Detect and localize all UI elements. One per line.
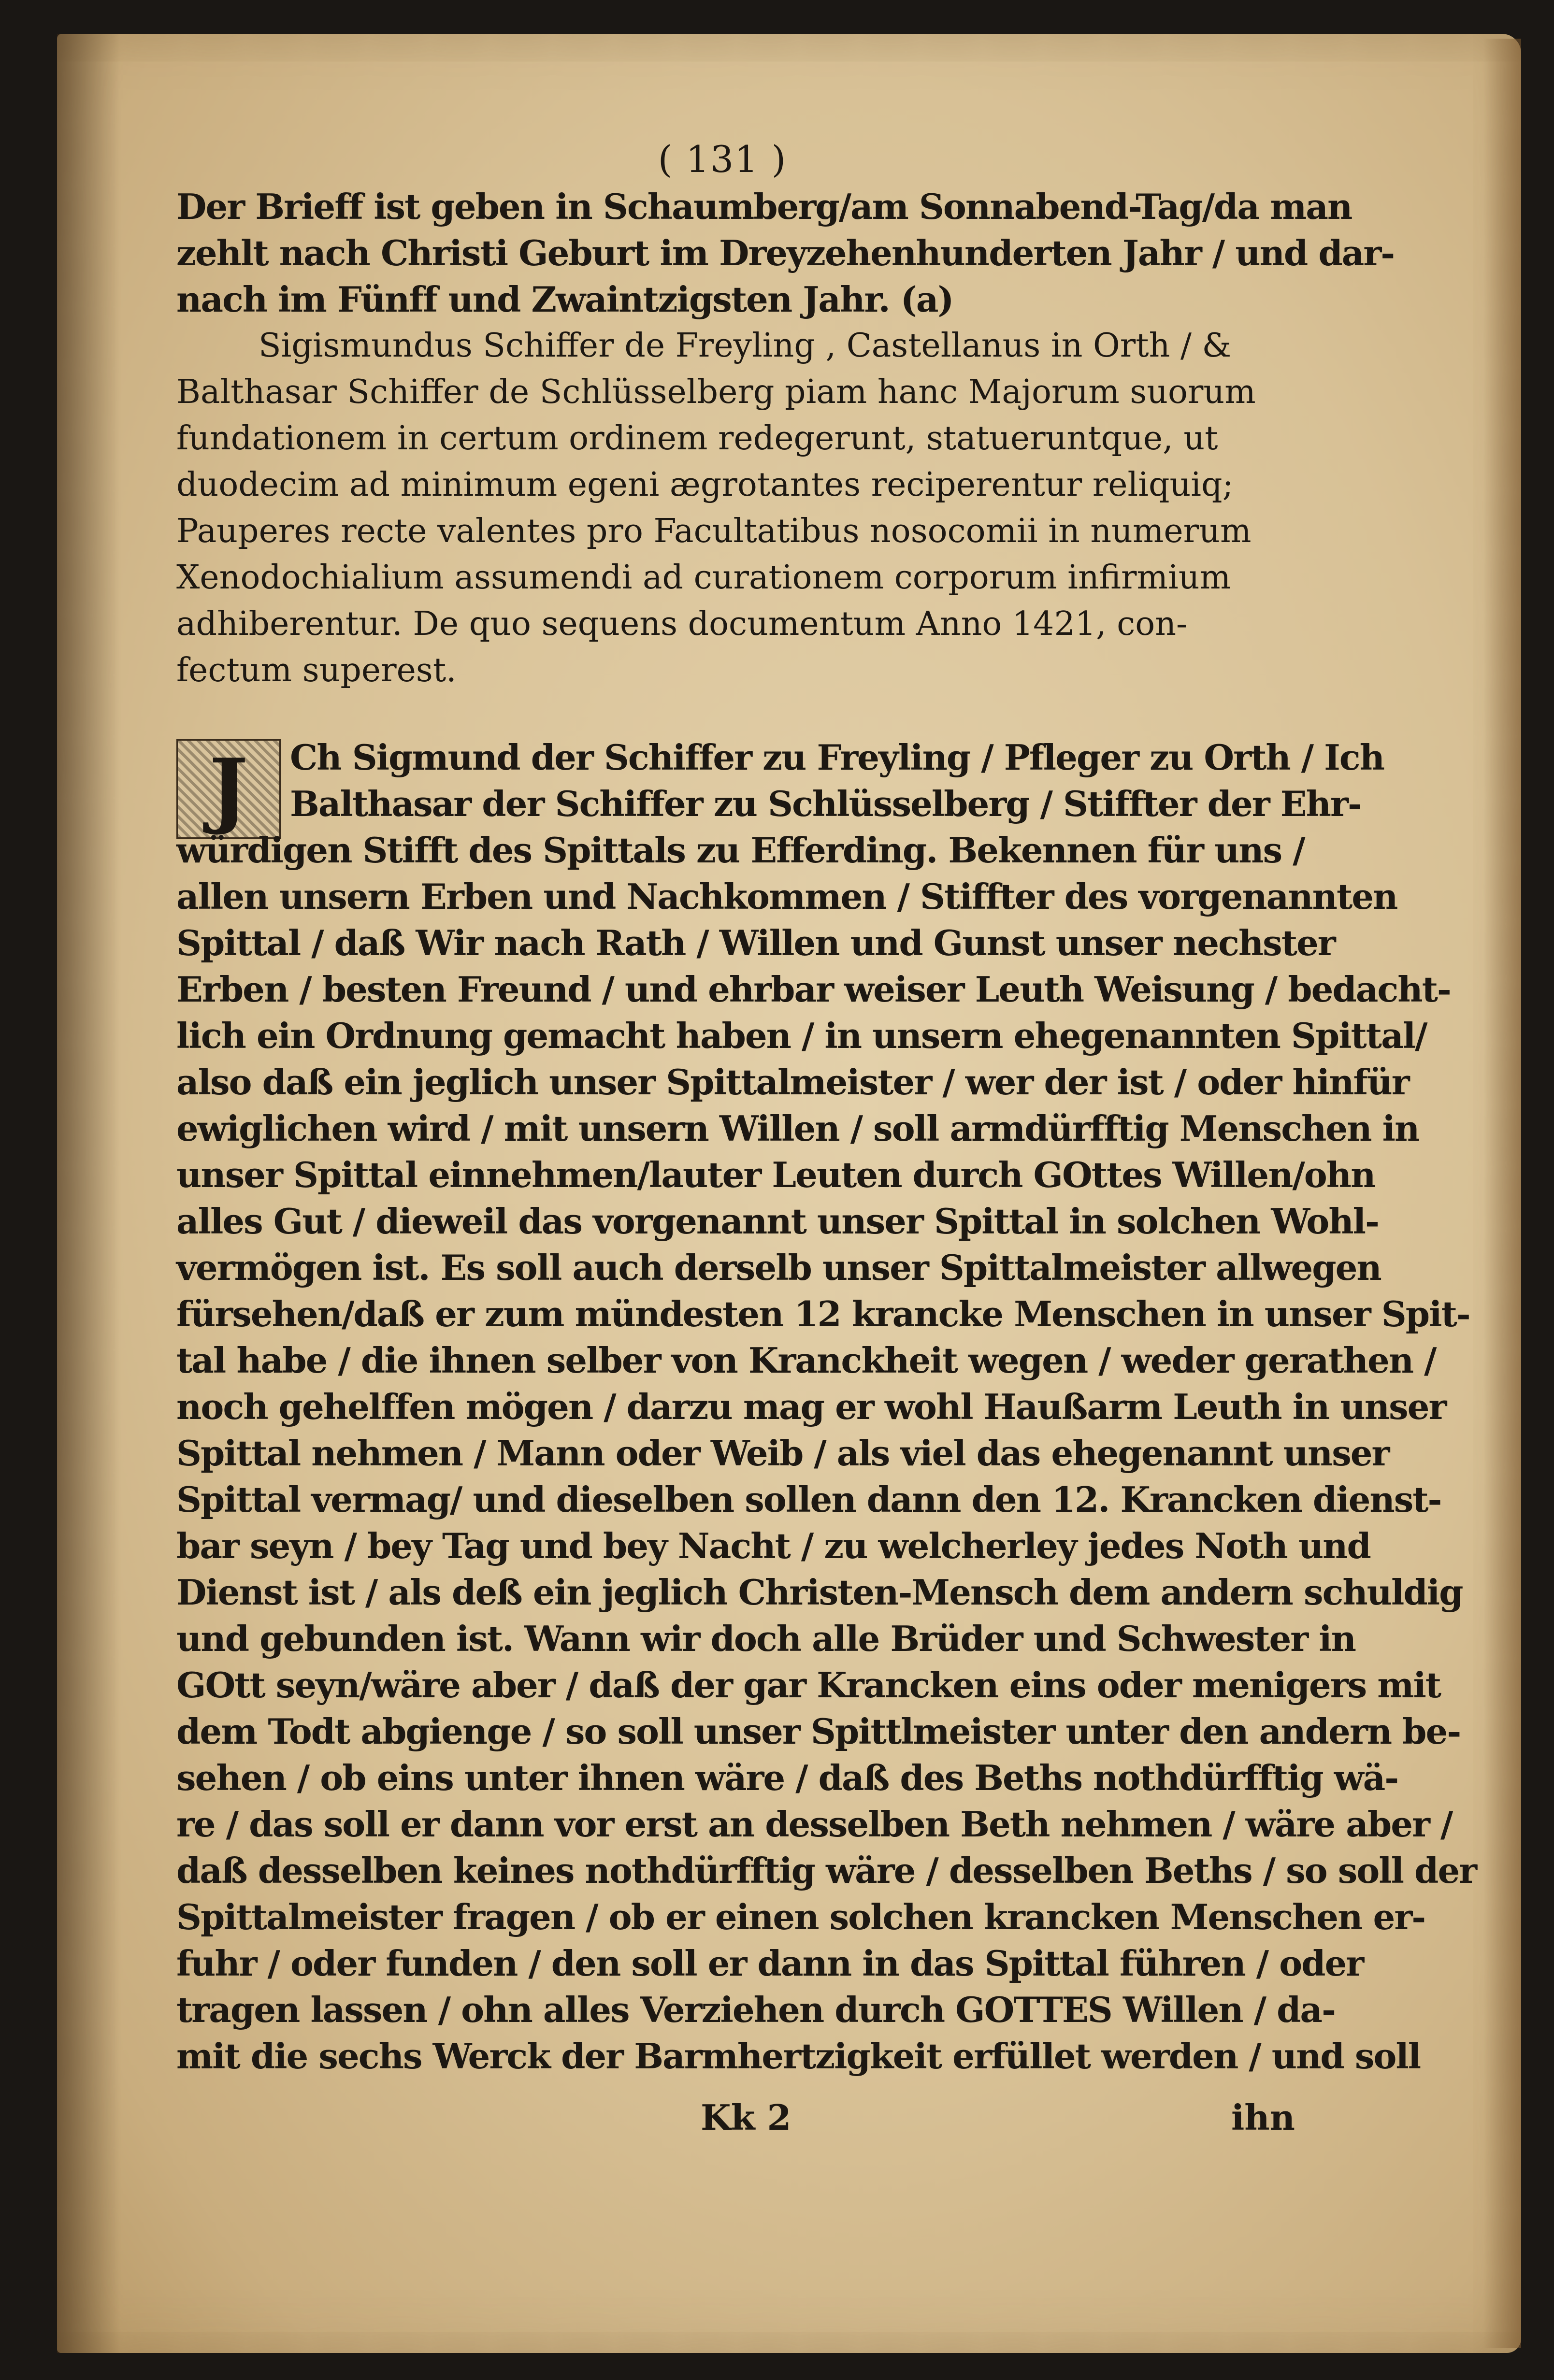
intro-line: nach im Fünff und Zwaintzigsten Jahr. (a) [176, 279, 953, 320]
document-line: sehen / ob eins unter ihnen wäre / daß des Beths nothdürfftig wä- [176, 1757, 1398, 1798]
latin-line: fundationem in certum ordinem redegerunt, statueruntque, ut [176, 419, 1218, 458]
document-line: GOtt seyn/wäre aber / daß der gar Krancken eins oder menigers mit [176, 1664, 1441, 1706]
document-line: dem Todt abgienge / so soll unser Spittlmeister unter den andern be- [176, 1711, 1461, 1752]
document-line: vermögen ist. Es soll auch derselb unser Spittalmeister allwegen [176, 1247, 1381, 1288]
document-line: lich ein Ordnung gemacht haben / in unsern ehegenannten Spittal/ [176, 1015, 1427, 1056]
page-edge [1483, 39, 1521, 2348]
document-line: daß desselben keines nothdürfftig wäre / desselben Beths / so soll der [176, 1850, 1477, 1891]
document-line: allen unsern Erben und Nachkommen / Stiffter des vorgenannten [176, 876, 1397, 917]
decorated-initial: J [176, 739, 281, 839]
latin-line: Balthasar Schiffer de Schlüsselberg piam hanc Majorum suorum [176, 373, 1256, 411]
document-line: und gebunden ist. Wann wir doch alle Brüder und Schwester in [176, 1618, 1356, 1659]
document-line: fuhr / oder funden / den soll er dann in das Spittal führen / oder [176, 1943, 1364, 1984]
latin-line: duodecim ad minimum egeni ægrotantes reciperentur reliquiq; [176, 466, 1234, 504]
document-line: Balthasar der Schiffer zu Schlüsselberg / Stiffter der Ehr- [290, 783, 1361, 824]
document-line: Spittal vermag/ und dieselben sollen dann den 12. Krancken dienst- [176, 1479, 1441, 1520]
document-line: tal habe / die ihnen selber von Kranckheit wegen / weder gerathen / [176, 1340, 1436, 1381]
intro-text-block [176, 184, 1395, 694]
catchword: ihn [1231, 2097, 1295, 2138]
document-line: tragen lassen / ohn alles Verziehen durch GOTTES Willen / da- [176, 1989, 1335, 2030]
page-gutter-shadow [57, 34, 120, 2353]
document-line: Ch Sigmund der Schiffer zu Freyling / Pfleger zu Orth / Ich [290, 737, 1384, 778]
latin-line: Xenodochialium assumendi ad curationem corporum infirmium [176, 559, 1231, 597]
document-line: ewiglichen wird / mit unsern Willen / soll armdürfftig Menschen in [176, 1108, 1419, 1149]
document-line: noch gehelffen mögen / darzu mag er wohl Haußarm Leuth in unser [176, 1386, 1446, 1427]
intro-line: zehlt nach Christi Geburt im Dreyzehenhunderten Jahr / und dar- [176, 232, 1395, 273]
document-line: alles Gut / dieweil das vorgenannt unser Spittal in solchen Wohl- [176, 1201, 1379, 1242]
document-text-block [176, 734, 1477, 2079]
document-line: Spittalmeister fragen / ob er einen solchen krancken Menschen er- [176, 1896, 1425, 1937]
document-line: würdigen Stifft des Spittals zu Efferding. Bekennen für uns / [176, 830, 1305, 871]
intro-line: Der Brieff ist geben in Schaumberg/am Sonnabend-Tag/da man [176, 186, 1352, 227]
latin-line: fectum superest. [176, 651, 457, 689]
document-line: mit die sechs Werck der Barmhertzigkeit erfüllet werden / und soll [176, 2036, 1421, 2077]
document-line: Dienst ist / als deß ein jeglich Christen-Mensch dem andern schuldig [176, 1572, 1463, 1613]
document-line: unser Spittal einnehmen/lauter Leuten durch GOttes Willen/ohn [176, 1154, 1375, 1195]
document-line: bar seyn / bey Tag und bey Nacht / zu welcherley jedes Noth und [176, 1525, 1370, 1566]
latin-line: adhiberentur. De quo sequens documentum Anno 1421, con- [176, 605, 1187, 643]
document-line: Spittal / daß Wir nach Rath / Willen und Gunst unser nechster [176, 922, 1335, 963]
document-line: fürsehen/daß er zum mündesten 12 krancke Menschen in unser Spit- [176, 1293, 1470, 1334]
latin-line: Pauperes recte valentes pro Facultatibus nosocomii in numerum [176, 512, 1252, 550]
signature-mark: Kk 2 [701, 2097, 791, 2138]
document-line: Spittal nehmen / Mann oder Weib / als viel das ehegenannt unser [176, 1433, 1389, 1474]
document-line: also daß ein jeglich unser Spittalmeister / wer der ist / oder hinfür [176, 1061, 1409, 1103]
document-line: re / das soll er dann vor erst an desselben Beth nehmen / wäre aber / [176, 1804, 1453, 1845]
page-number-header: ( 131 ) [658, 138, 787, 181]
latin-line: Sigismundus Schiffer de Freyling , Castellanus in Orth / & [259, 327, 1232, 365]
document-line: Erben / besten Freund / und ehrbar weiser Leuth Weisung / bedacht- [176, 969, 1451, 1010]
